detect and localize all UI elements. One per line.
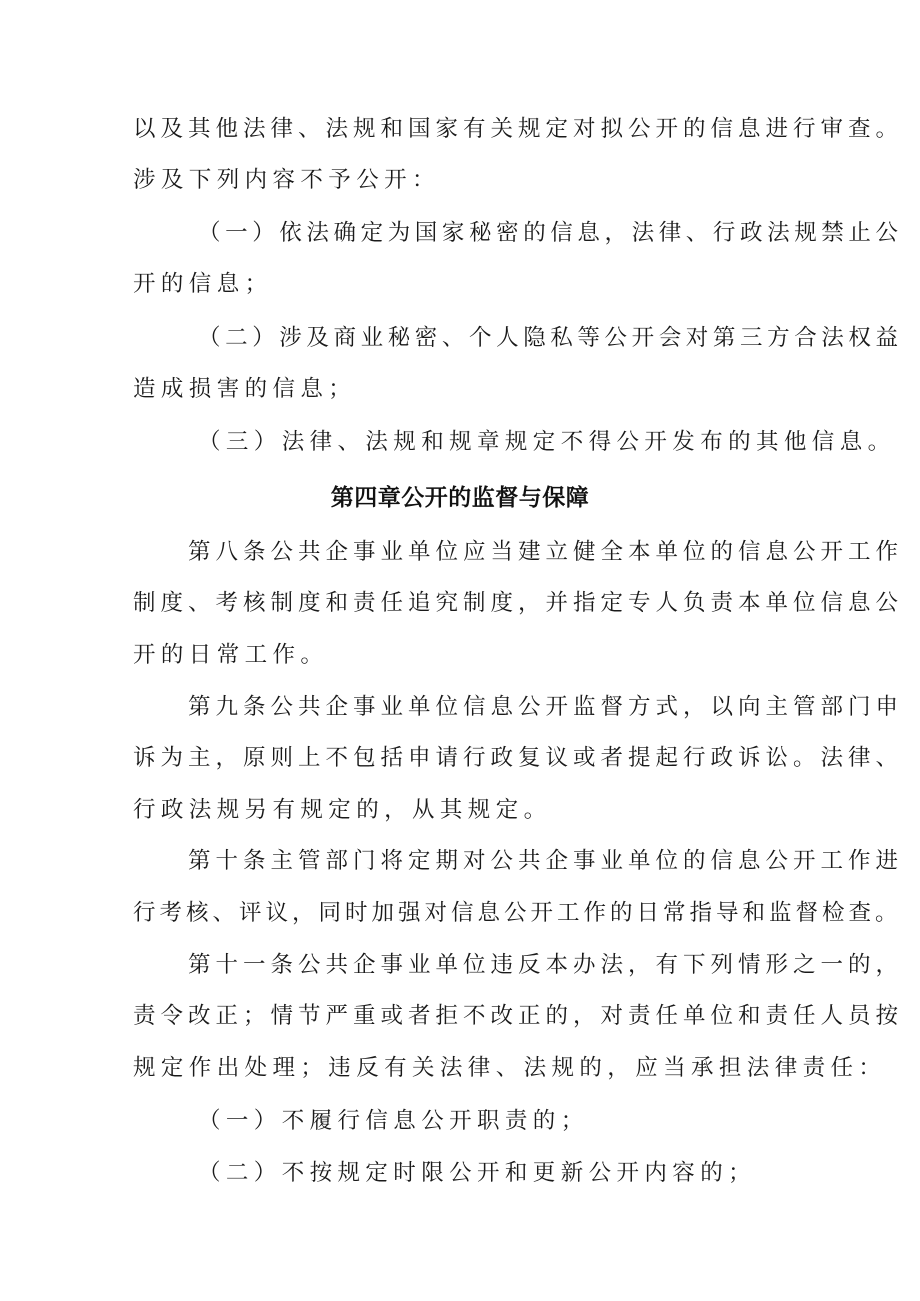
paragraph-line: 行考核、评议，同时加强对信息公开工作的日常指导和监督检查。	[133, 900, 902, 926]
paragraph-line: 第九条公共企事业单位信息公开监督方式，以向主管部门申	[188, 694, 904, 720]
chapter-heading: 第四章公开的监督与保障	[330, 485, 590, 511]
paragraph-line: 行政法规另有规定的，从其规定。	[133, 797, 552, 823]
paragraph-line: 开的信息；	[133, 271, 273, 297]
paragraph-line: 以及其他法律、法规和国家有关规定对拟公开的信息进行审查。	[133, 116, 904, 142]
paragraph-line: 造成损害的信息；	[133, 376, 357, 402]
paragraph-line: 规定作出处理；违反有关法律、法规的，应当承担法律责任：	[133, 1055, 887, 1081]
paragraph-line: （一）依法确定为国家秘密的信息，法律、行政法规禁止公	[198, 220, 903, 246]
paragraph-line: 第十一条公共企事业单位违反本办法，有下列情形之一的，	[188, 952, 904, 978]
paragraph-line: 第八条公共企事业单位应当建立健全本单位的信息公开工作	[188, 539, 904, 565]
paragraph-line: （二）涉及商业秘密、个人隐私等公开会对第三方合法权益	[198, 325, 903, 351]
paragraph-line: （二）不按规定时限公开和更新公开内容的；	[198, 1160, 757, 1186]
paragraph-line: 责令改正；情节严重或者拒不改正的，对责任单位和责任人员按	[133, 1003, 904, 1029]
paragraph-line: （三）法律、法规和规章规定不得公开发布的其他信息。	[198, 429, 896, 455]
paragraph-line: 制度、考核制度和责任追究制度，并指定专人负责本单位信息公	[133, 590, 904, 616]
paragraph-line: 诉为主，原则上不包括申请行政复议或者提起行政诉讼。法律、	[133, 745, 904, 771]
paragraph-line: 涉及下列内容不予公开：	[133, 167, 440, 193]
paragraph-line: （一）不履行信息公开职责的；	[198, 1108, 589, 1134]
paragraph-line: 第十条主管部门将定期对公共企事业单位的信息公开工作进	[188, 848, 904, 874]
paragraph-line: 开的日常工作。	[133, 642, 329, 668]
